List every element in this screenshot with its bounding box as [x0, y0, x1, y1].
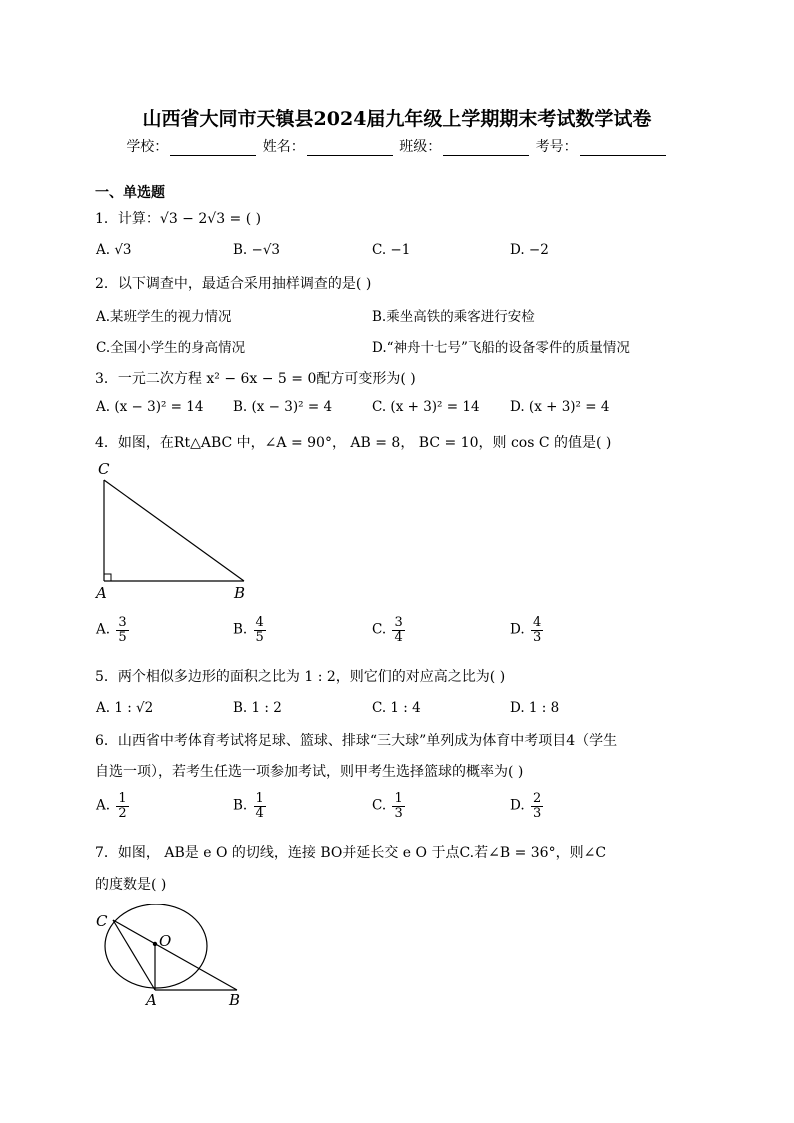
- q1-option-d: D. −2: [510, 242, 549, 258]
- q2-option-a: A.某班学生的视力情况: [96, 309, 232, 325]
- q1-stem: 1．计算：√3 − 2√3 = ( ): [95, 211, 262, 227]
- q4-label-a: A: [96, 584, 107, 602]
- q6-stem-line1: 6．山西省中考体育考试将足球、篮球、排球“三大球”单列成为体育中考项目4（学生: [95, 733, 618, 749]
- q4-option-b: [233, 616, 266, 644]
- q7-label-o: O: [159, 932, 172, 950]
- q6-option-b-fraction: [254, 792, 266, 820]
- class-label: 班级：: [399, 139, 442, 155]
- q6-stem-line2: 自选一项），若考生任选一项参加考试，则甲考生选择篮球的概率为( ): [95, 764, 524, 780]
- q4-option-b-num: 4: [255, 615, 264, 630]
- name-blank: [307, 141, 393, 156]
- q6-option-c-prefix: C.: [372, 797, 387, 814]
- q6-option-d-den: 3: [532, 805, 542, 821]
- q4-option-a-prefix: A.: [96, 621, 111, 638]
- q6-option-c: [372, 792, 405, 820]
- q2-option-b: B.乘坐高铁的乘客进行安检: [372, 309, 535, 325]
- q7-label-a: A: [146, 991, 157, 1009]
- q4-option-c-den: 4: [394, 629, 403, 645]
- q6-option-c-fraction: [392, 792, 404, 820]
- q4-option-c-num: 3: [394, 615, 403, 630]
- q6-option-c-num: 1: [394, 791, 403, 806]
- name-label: 姓名：: [262, 139, 305, 155]
- q4-side-cb: [104, 480, 244, 581]
- q4-option-b-prefix: B.: [233, 621, 248, 638]
- number-blank: [580, 141, 666, 156]
- q7-stem-line1: 7．如图， AB是 e O 的切线，连接 BO并延长交 e O 于点C.若∠B = 36°，则∠C: [95, 845, 607, 861]
- q4-option-d-prefix: D.: [510, 621, 525, 638]
- q3-option-a: A. (x − 3)² = 14: [96, 399, 204, 415]
- q2-option-c: C.全国小学生的身高情况: [96, 340, 246, 356]
- q3-option-d: D. (x + 3)² = 4: [510, 399, 610, 415]
- q4-option-b-fraction: [254, 616, 266, 644]
- q7-circle: [105, 904, 207, 988]
- q6-option-b-prefix: B.: [233, 797, 248, 814]
- q7-label-c: C: [96, 912, 108, 930]
- q7-line-cb: [113, 920, 237, 990]
- q6-option-d: [510, 792, 543, 820]
- q5-option-c: C. 1 : 4: [372, 700, 421, 716]
- q4-option-d-num: 4: [532, 615, 542, 630]
- q5-option-d: D. 1 : 8: [510, 700, 560, 716]
- section-title: 一、单选题: [95, 185, 165, 201]
- q4-option-c-fraction: [392, 616, 404, 644]
- school-blank: [170, 141, 256, 156]
- q6-option-a-prefix: A.: [96, 797, 111, 814]
- q7-circle-figure: [92, 904, 262, 1014]
- q6-option-d-prefix: D.: [510, 797, 525, 814]
- q6-option-a: [96, 792, 129, 820]
- q3-option-b: B. (x − 3)² = 4: [233, 399, 333, 415]
- q5-option-a: A. 1 : √2: [96, 700, 154, 716]
- q4-triangle-figure: [92, 458, 262, 604]
- q6-option-d-num: 2: [532, 791, 542, 806]
- q4-option-d-den: 3: [532, 629, 542, 645]
- q3-option-c: C. (x + 3)² = 14: [372, 399, 480, 415]
- q7-stem-line2: 的度数是( ): [95, 877, 167, 893]
- student-info-row: [0, 136, 794, 156]
- q4-right-angle-mark: [104, 574, 111, 581]
- q4-option-b-den: 5: [255, 629, 264, 645]
- q2-option-d: D.“神舟十七号”飞船的设备零件的质量情况: [372, 340, 630, 356]
- q4-label-b: B: [234, 584, 246, 602]
- q6-option-c-den: 3: [394, 805, 403, 821]
- q4-option-d-fraction: [531, 616, 543, 644]
- q4-option-c-prefix: C.: [372, 621, 387, 638]
- page-title: 山西省大同市天镇县2024届九年级上学期期末考试数学试卷: [142, 108, 652, 130]
- q1-option-b: B. −√3: [233, 242, 281, 258]
- q6-option-a-fraction: [116, 792, 128, 820]
- q4-option-c: [372, 616, 405, 644]
- q6-option-a-num: 1: [118, 791, 127, 806]
- number-label: 考号：: [535, 139, 578, 155]
- q4-option-a: [96, 616, 129, 644]
- q1-option-c: C. −1: [372, 242, 411, 258]
- q4-option-a-num: 3: [118, 615, 127, 630]
- q6-option-b-den: 4: [255, 805, 264, 821]
- q5-stem: 5．两个相似多边形的面积之比为 1 : 2，则它们的对应高之比为( ): [95, 669, 506, 685]
- q6-option-d-fraction: [531, 792, 543, 820]
- class-blank: [443, 141, 529, 156]
- q7-line-ca: [113, 920, 155, 990]
- q7-center-point: [153, 942, 157, 946]
- q4-option-a-den: 5: [118, 629, 127, 645]
- q4-stem: 4．如图，在Rt△ABC 中，∠A = 90°， AB = 8， BC = 10，则 cos C 的值是( ): [95, 435, 612, 451]
- q6-option-a-den: 2: [118, 805, 127, 821]
- q1-option-a: A. √3: [96, 242, 132, 258]
- q6-option-b: [233, 792, 266, 820]
- q3-stem: 3．一元二次方程 x² − 6x − 5 = 0配方可变形为( ): [95, 371, 416, 387]
- q2-stem: 2．以下调查中，最适合采用抽样调查的是( ): [95, 276, 372, 292]
- q4-option-d: [510, 616, 543, 644]
- q4-option-a-fraction: [116, 616, 128, 644]
- q4-label-c: C: [98, 460, 110, 478]
- q5-option-b: B. 1 : 2: [233, 700, 282, 716]
- school-label: 学校：: [126, 139, 169, 155]
- q7-label-b: B: [229, 991, 241, 1009]
- q6-option-b-num: 1: [255, 791, 264, 806]
